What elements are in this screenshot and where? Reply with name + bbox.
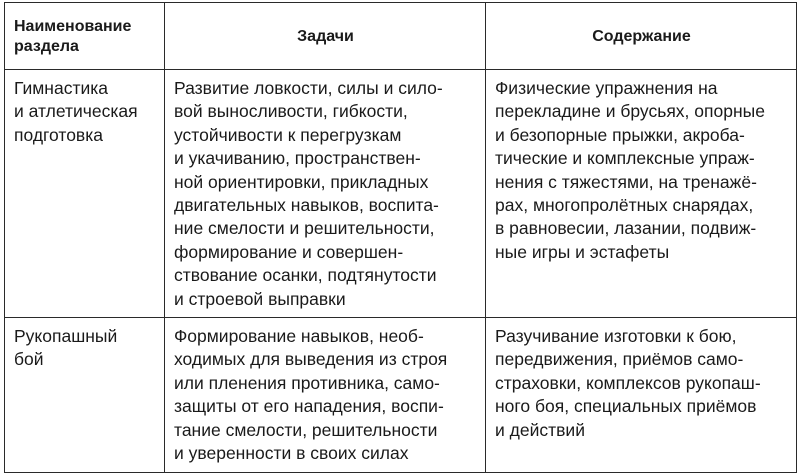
- cell-line: страховки, комплексов рукопаш-: [495, 372, 761, 393]
- table-row: [5, 70, 797, 318]
- tasks-cell: [165, 318, 486, 473]
- cell-line: Рукопашный: [14, 326, 118, 347]
- cell-line: ходимых для выведения из строя: [174, 349, 448, 370]
- cell-line: ного боя, специальных приёмов: [495, 396, 757, 417]
- tasks-cell: [165, 70, 486, 318]
- training-sections-table: [4, 2, 797, 473]
- cell-line: Гимнастика: [14, 78, 109, 98]
- cell-line: вой выносливости, гибкости,: [174, 101, 408, 122]
- cell-line: тание смелости, решительности: [174, 419, 438, 440]
- content-cell: [486, 318, 797, 473]
- cell-line: и безопорные прыжки, акроба-: [495, 124, 745, 145]
- header-content: Содержание: [486, 3, 797, 70]
- header-row: [5, 3, 797, 70]
- cell-line: ствование осанки, подтянутости: [174, 265, 437, 286]
- cell-line: и укачиванию, пространствен-: [174, 148, 421, 169]
- cell-line: рах, многопролётных снарядах,: [495, 195, 754, 216]
- cell-line: нения с тяжестями, на тренажё-: [495, 171, 757, 192]
- cell-line: в равновесии, лазании, подвиж-: [495, 218, 757, 239]
- content-cell: [486, 70, 797, 318]
- cell-line: перекладине и брусьях, опорные: [495, 101, 765, 122]
- cell-line: ные игры и эстафеты: [495, 241, 670, 262]
- cell-line: Развитие ловкости, силы и сило-: [174, 78, 443, 98]
- cell-line: Разучивание изготовки к бою,: [495, 326, 737, 347]
- cell-line: и строевой выправки: [174, 288, 346, 309]
- header-section-name-line: раздела: [14, 38, 79, 55]
- section-cell: [5, 70, 165, 318]
- cell-line: передвижения, приёмов само-: [495, 349, 744, 370]
- cell-line: устойчивости к перегрузкам: [174, 124, 402, 145]
- header-section-name-line: Наименование: [14, 18, 132, 35]
- cell-line: и действий: [495, 419, 585, 440]
- header-section-name: [5, 3, 165, 70]
- cell-line: тические и комплексные упраж-: [495, 148, 755, 169]
- cell-line: двигательных навыков, воспита-: [174, 195, 439, 216]
- table-row: [5, 318, 797, 473]
- cell-line: и атлетическая: [14, 101, 138, 122]
- document-table-wrapper: [4, 2, 796, 464]
- section-cell: [5, 318, 165, 473]
- cell-line: формирование и совершен-: [174, 241, 404, 262]
- cell-line: или пленения противника, само-: [174, 372, 440, 393]
- cell-line: и уверенности в своих силах: [174, 443, 409, 464]
- cell-line: бой: [14, 349, 44, 370]
- cell-line: подготовка: [14, 124, 104, 145]
- cell-line: ной ориентировки, прикладных: [174, 171, 429, 192]
- header-tasks: Задачи: [165, 3, 486, 70]
- cell-line: Формирование навыков, необ-: [174, 326, 424, 347]
- cell-line: защиты от его нападения, воспи-: [174, 396, 444, 417]
- cell-line: ние смелости и решительности,: [174, 218, 435, 239]
- cell-line: Физические упражнения на: [495, 78, 718, 98]
